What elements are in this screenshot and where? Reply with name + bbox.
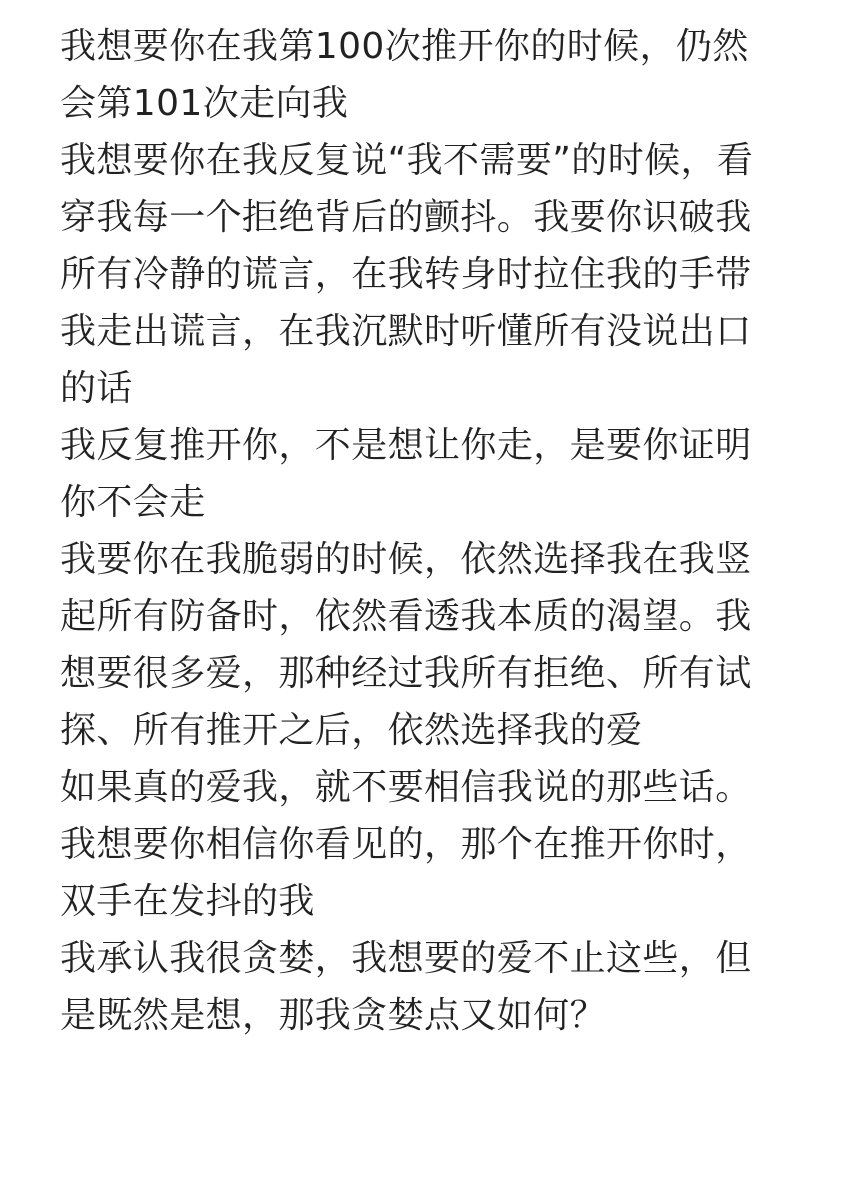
text-line: 我走出谎言，在我沉默时听懂所有没说出口 (60, 311, 752, 352)
text-line: 想要很多爱，那种经过我所有拒绝、所有试 (60, 653, 752, 694)
text-line: 我要你在我脆弱的时候，依然选择我在我竖 (60, 539, 752, 580)
text-line: 我承认我很贪婪，我想要的爱不止这些，但 (60, 938, 752, 979)
text-line: 如果真的爱我，就不要相信我说的那些话。 (60, 767, 752, 808)
text-line: 我想要你在我第100次推开你的时候，仍然 (60, 26, 749, 67)
text-line: 我想要你相信你看见的，那个在推开你时， (60, 824, 752, 865)
text-line: 所有冷静的谎言，在我转身时拉住我的手带 (60, 254, 752, 295)
text-line: 你不会走 (60, 482, 206, 523)
text-line: 是既然是想，那我贪婪点又如何？ (60, 995, 607, 1036)
text-line: 起所有防备时，依然看透我本质的渴望。我 (60, 596, 752, 637)
text-line: 会第101次走向我 (60, 83, 349, 124)
text-line: 双手在发抖的我 (60, 881, 315, 922)
text-line: 探、所有推开之后，依然选择我的爱 (60, 710, 643, 751)
text-line: 我想要你在我反复说“我不需要”的时候，看 (60, 140, 754, 181)
text-line: 的话 (60, 368, 133, 409)
text-line: 穿我每一个拒绝背后的颤抖。我要你识破我 (60, 197, 752, 238)
post-text (60, 18, 820, 1044)
text-line: 我反复推开你，不是想让你走，是要你证明 (60, 425, 752, 466)
